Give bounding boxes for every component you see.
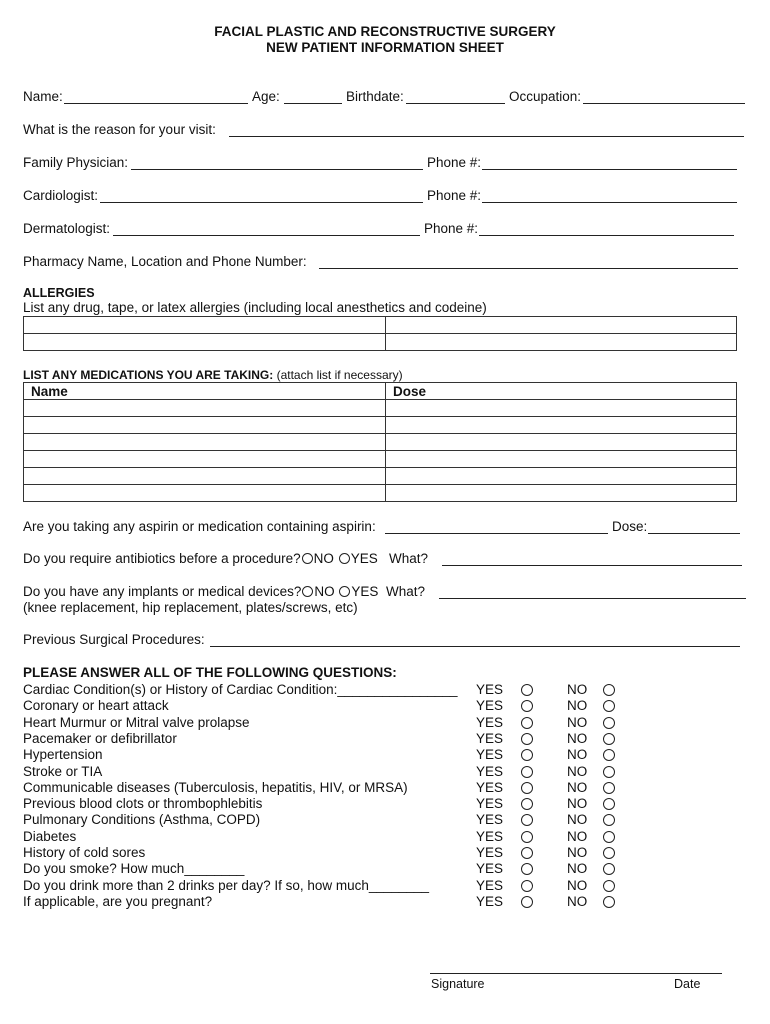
history-question-label: Stroke or TIA [23, 763, 103, 779]
history-no-label: NO [567, 893, 588, 909]
history-no-radio[interactable] [603, 880, 615, 892]
allergies-heading: ALLERGIES [23, 286, 95, 300]
dose-field[interactable] [648, 533, 740, 534]
pharmacy-field[interactable] [319, 268, 738, 269]
history-question-row [23, 845, 753, 861]
antibiotics-what-field[interactable] [442, 565, 742, 566]
history-yes-radio[interactable] [521, 749, 533, 761]
medications-heading: LIST ANY MEDICATIONS YOU ARE TAKING: [23, 368, 274, 382]
table-row [24, 468, 737, 485]
medication-name-cell[interactable] [24, 400, 386, 417]
dose-label: Dose: [612, 519, 648, 534]
history-yes-label: YES [476, 730, 504, 746]
signature-line[interactable] [430, 973, 722, 974]
medication-name-cell[interactable] [24, 434, 386, 451]
history-yes-radio[interactable] [521, 733, 533, 745]
age-field[interactable] [284, 103, 342, 104]
medication-dose-cell[interactable] [386, 400, 737, 417]
allergies-instruction: List any drug, tape, or latex allergies (including local anesthetics and codeine) [23, 300, 487, 315]
history-question-label: Diabetes [23, 828, 77, 844]
history-no-radio[interactable] [603, 847, 615, 859]
allergy-cell[interactable] [386, 317, 737, 334]
history-question-row [23, 796, 753, 812]
table-row [24, 485, 737, 502]
implants-yes-label: YES [351, 584, 379, 599]
birthdate-label: Birthdate: [346, 89, 404, 104]
history-question-label: Previous blood clots or thrombophlebitis [23, 796, 263, 812]
history-no-label: NO [567, 877, 588, 893]
history-question-row [23, 861, 753, 877]
reason-field[interactable] [229, 136, 744, 137]
medication-dose-cell[interactable] [386, 485, 737, 502]
cardiologist-label: Cardiologist: [23, 188, 99, 203]
medication-name-cell[interactable] [24, 417, 386, 434]
history-no-label: NO [567, 747, 588, 763]
family-physician-field[interactable] [131, 169, 423, 170]
history-yes-radio[interactable] [521, 863, 533, 875]
history-yes-label: YES [476, 877, 504, 893]
history-yes-label: YES [476, 763, 504, 779]
family-physician-label: Family Physician: [23, 155, 129, 170]
signature-label: Signature [431, 977, 485, 991]
cardiologist-field[interactable] [100, 202, 423, 203]
history-yes-label: YES [476, 714, 504, 730]
implants-no-radio[interactable] [302, 586, 313, 597]
antibiotics-label: Do you require antibiotics before a procedure? [23, 551, 301, 566]
history-yes-radio[interactable] [521, 766, 533, 778]
medication-dose-cell[interactable] [386, 451, 737, 468]
history-question-row [23, 747, 753, 763]
antibiotics-yes-radio[interactable] [339, 553, 350, 564]
history-yes-radio[interactable] [521, 684, 533, 696]
history-yes-label: YES [476, 845, 504, 860]
medication-name-cell[interactable] [24, 468, 386, 485]
allergy-cell[interactable] [24, 317, 386, 334]
history-question-label: If applicable, are you pregnant? [23, 893, 213, 909]
history-yes-label: YES [476, 747, 504, 763]
form-title: FACIAL PLASTIC AND RECONSTRUCTIVE SURGERY [214, 24, 556, 39]
history-question-row [23, 812, 753, 828]
history-no-radio[interactable] [603, 733, 615, 745]
history-question-row [23, 878, 753, 894]
history-yes-radio[interactable] [521, 847, 533, 859]
date-label: Date [674, 977, 701, 991]
medication-name-cell[interactable] [24, 451, 386, 468]
previous-surgical-label: Previous Surgical Procedures: [23, 632, 205, 647]
medication-dose-cell[interactable] [386, 468, 737, 485]
history-question-label: Heart Murmur or Mitral valve prolapse [23, 714, 250, 730]
implants-what-field[interactable] [439, 598, 746, 599]
history-no-label: NO [567, 714, 588, 730]
name-label: Name: [23, 89, 63, 104]
history-yes-radio[interactable] [521, 896, 533, 908]
cardiologist-phone-label: Phone #: [427, 188, 482, 203]
antibiotics-line [23, 551, 428, 567]
history-yes-radio[interactable] [521, 880, 533, 892]
dermatologist-phone-field[interactable] [479, 235, 734, 236]
history-question-row [23, 682, 753, 698]
reason-label: What is the reason for your visit: [23, 122, 216, 137]
history-yes-radio[interactable] [521, 717, 533, 729]
occupation-field[interactable] [583, 103, 745, 104]
table-row [24, 417, 737, 434]
history-question-row [23, 715, 753, 731]
history-yes-label: YES [476, 779, 504, 795]
history-no-radio[interactable] [603, 749, 615, 761]
dermatologist-label: Dermatologist: [23, 221, 111, 236]
history-yes-radio[interactable] [521, 831, 533, 843]
history-question-label: Cardiac Condition(s) or History of Cardiac Condition:________________ [23, 682, 458, 697]
history-no-radio[interactable] [603, 700, 615, 712]
table-row [24, 400, 737, 417]
table-row [24, 334, 737, 351]
allergy-cell[interactable] [386, 334, 737, 351]
implants-what-label: What? [385, 584, 425, 599]
history-question-row [23, 764, 753, 780]
medication-name-header: Name [24, 383, 386, 400]
implants-yes-radio[interactable] [339, 586, 350, 597]
aspirin-field[interactable] [385, 533, 608, 534]
history-yes-label: YES [476, 893, 504, 909]
dermatologist-field[interactable] [113, 235, 420, 236]
history-yes-radio[interactable] [521, 814, 533, 826]
history-yes-label: YES [476, 861, 504, 877]
history-no-radio[interactable] [603, 831, 615, 843]
cardiologist-phone-field[interactable] [482, 202, 737, 203]
history-no-label: NO [567, 763, 588, 779]
history-question-label: History of cold sores [23, 845, 146, 860]
antibiotics-yes-label: YES [350, 551, 378, 566]
implants-no-label: NO [314, 584, 335, 599]
family-physician-phone-label: Phone #: [427, 155, 482, 170]
history-no-radio[interactable] [603, 798, 615, 810]
history-yes-label: YES [476, 682, 504, 697]
history-no-radio[interactable] [603, 814, 615, 826]
history-question-label: Hypertension [23, 747, 103, 763]
occupation-label: Occupation: [509, 89, 582, 104]
history-no-label: NO [567, 845, 588, 860]
history-no-radio[interactable] [603, 863, 615, 875]
medication-dose-cell[interactable] [386, 417, 737, 434]
history-question-label: Coronary or heart attack [23, 698, 169, 714]
history-heading: PLEASE ANSWER ALL OF THE FOLLOWING QUESTIONS: [23, 665, 397, 680]
implants-note: (knee replacement, hip replacement, plates/screws, etc) [23, 600, 358, 615]
table-row [24, 434, 737, 451]
medications-heading-line [23, 367, 403, 383]
antibiotics-no-radio[interactable] [302, 553, 313, 564]
table-row [24, 451, 737, 468]
table-row [24, 317, 737, 334]
medications-table [23, 382, 737, 502]
history-question-label: Do you smoke? How much________ [23, 861, 245, 877]
family-physician-phone-field[interactable] [482, 169, 737, 170]
table-header-row [24, 383, 737, 400]
age-label: Age: [252, 89, 280, 104]
history-yes-label: YES [476, 698, 504, 714]
medication-dose-cell[interactable] [386, 434, 737, 451]
implants-label: Do you have any implants or medical devices? [23, 584, 302, 599]
history-question-label: Pacemaker or defibrillator [23, 730, 177, 746]
allergies-table [23, 316, 737, 351]
history-no-label: NO [567, 730, 588, 746]
history-question-row [23, 829, 753, 845]
history-question-row [23, 780, 753, 796]
previous-surgical-field[interactable] [210, 646, 740, 647]
history-no-label: NO [567, 682, 588, 697]
history-question-label: Communicable diseases (Tuberculosis, hepatitis, HIV, or MRSA) [23, 779, 408, 795]
birthdate-field[interactable] [406, 103, 505, 104]
dermatologist-phone-label: Phone #: [424, 221, 479, 236]
name-field[interactable] [64, 103, 248, 104]
history-no-radio[interactable] [603, 717, 615, 729]
allergy-cell[interactable] [24, 334, 386, 351]
history-no-label: NO [567, 779, 588, 795]
pharmacy-label: Pharmacy Name, Location and Phone Number: [23, 254, 307, 269]
history-question-row [23, 894, 753, 910]
history-no-label: NO [567, 812, 588, 828]
history-no-radio[interactable] [603, 896, 615, 908]
history-no-radio[interactable] [603, 684, 615, 696]
history-yes-radio[interactable] [521, 782, 533, 794]
medications-note: (attach list if necessary) [276, 368, 403, 382]
aspirin-label: Are you taking any aspirin or medication containing aspirin: [23, 519, 376, 534]
implants-line [23, 584, 425, 600]
history-no-label: NO [567, 861, 588, 877]
history-no-radio[interactable] [603, 782, 615, 794]
history-no-label: NO [567, 698, 588, 714]
history-question-label: Pulmonary Conditions (Asthma, COPD) [23, 812, 261, 828]
antibiotics-no-label: NO [313, 551, 334, 566]
history-yes-label: YES [476, 812, 504, 828]
history-question-row [23, 731, 753, 747]
medication-name-cell[interactable] [24, 485, 386, 502]
history-yes-label: YES [476, 796, 504, 812]
medication-dose-header: Dose [386, 383, 737, 400]
form-subtitle: NEW PATIENT INFORMATION SHEET [266, 40, 504, 55]
history-yes-radio[interactable] [521, 798, 533, 810]
history-no-radio[interactable] [603, 766, 615, 778]
history-no-label: NO [567, 828, 588, 844]
history-yes-radio[interactable] [521, 700, 533, 712]
history-no-label: NO [567, 796, 588, 812]
history-question-row [23, 698, 753, 714]
history-yes-label: YES [476, 828, 504, 844]
history-question-label: Do you drink more than 2 drinks per day? If so, how much________ [23, 877, 429, 893]
antibiotics-what-label: What? [388, 551, 428, 566]
